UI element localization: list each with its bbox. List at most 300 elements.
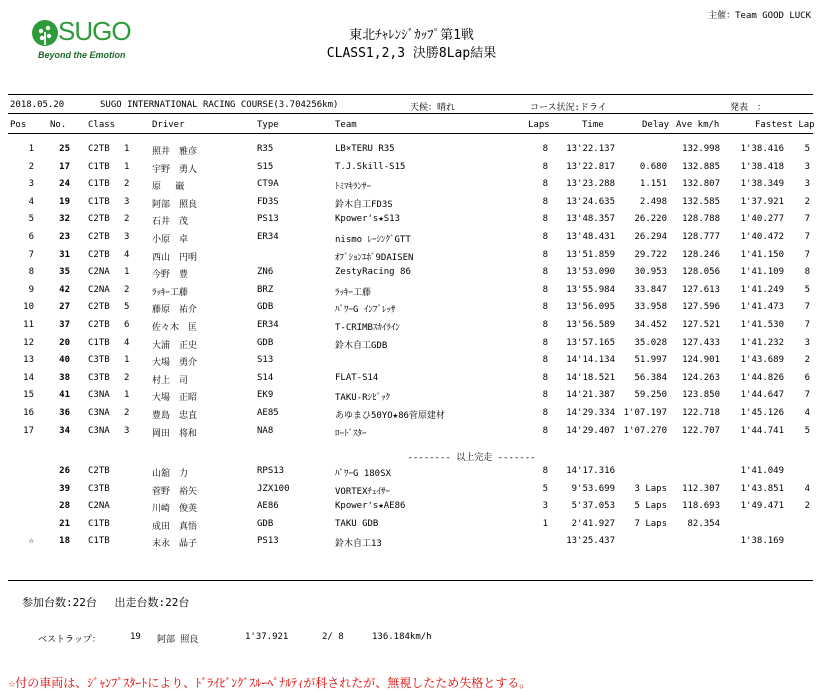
cell-team: ﾊﾟﾜｰG ｲﾝﾌﾟﾚｯｻ xyxy=(335,305,396,316)
cell-no: 23 xyxy=(59,232,70,242)
course-condition: コース状況:ドライ xyxy=(530,103,607,113)
cell-driver: 川崎 俊英 xyxy=(152,504,198,515)
cell-type: FD3S xyxy=(257,196,279,207)
table-row xyxy=(0,501,823,517)
cell-delay: 1'07.270 xyxy=(623,425,667,436)
cell-laps: 8 xyxy=(542,179,548,190)
cell-class: C1TB xyxy=(88,337,110,348)
col-fastest: Fastest Lap xyxy=(755,120,815,130)
cell-ave: 132.998 xyxy=(682,144,720,154)
cell-fastest: 1'43.851 xyxy=(740,483,784,494)
cell-delay: 35.028 xyxy=(634,337,667,348)
cell-pos: 14 xyxy=(23,372,34,383)
table-row xyxy=(0,302,823,318)
cell-time: 14'21.387 xyxy=(566,390,615,401)
header-rule xyxy=(8,133,813,134)
cell-fastest: 1'41.049 xyxy=(740,466,784,476)
cell-type: GDB xyxy=(257,337,274,348)
cell-no: 38 xyxy=(59,372,70,383)
cell-team: ﾛｰﾄﾞｽﾀｰ xyxy=(335,428,367,439)
cell-class: C2NA xyxy=(88,284,110,295)
cell-delay: 7 Laps xyxy=(634,518,667,529)
cell-delay: 33.958 xyxy=(634,302,667,313)
cell-no: 31 xyxy=(59,249,70,260)
cell-no: 40 xyxy=(59,355,70,366)
cell-no: 26 xyxy=(59,466,70,476)
cell-class-pos: 1 xyxy=(124,161,130,172)
table-row xyxy=(0,373,823,389)
footer-rule xyxy=(8,580,813,581)
cell-class: C2NA xyxy=(88,267,110,278)
cell-fastest-lap-no: 7 xyxy=(804,302,810,313)
cell-no: 39 xyxy=(59,483,70,494)
cell-type: S15 xyxy=(257,161,274,172)
cell-fastest: 1'44.826 xyxy=(740,372,784,383)
cell-type: ER34 xyxy=(257,232,279,242)
table-row xyxy=(0,338,823,354)
cell-class-pos: 2 xyxy=(124,179,130,190)
cell-driver: 原 巌 xyxy=(152,182,185,193)
cell-laps: 8 xyxy=(542,466,548,476)
table-row xyxy=(0,390,823,406)
cell-class-pos: 1 xyxy=(124,355,130,366)
cell-team: 鈴木自工13 xyxy=(335,539,382,550)
cell-class-pos: 2 xyxy=(124,372,130,383)
course-name: SUGO INTERNATIONAL RACING COURSE(3.704256km) xyxy=(100,100,339,110)
cell-class: C2TB xyxy=(88,466,110,476)
cell-driver: 宇野 勇人 xyxy=(152,164,198,175)
best-lap-speed: 136.184km/h xyxy=(372,632,432,642)
cell-fastest-lap-no: 6 xyxy=(804,372,810,383)
cell-no: 25 xyxy=(59,144,70,154)
cell-class: C3NA xyxy=(88,390,110,401)
cell-no: 21 xyxy=(59,518,70,529)
cell-fastest-lap-no: 2 xyxy=(804,501,810,512)
cell-delay: 29.722 xyxy=(634,249,667,260)
cell-delay: 33.847 xyxy=(634,284,667,295)
cell-pos: 2 xyxy=(28,161,34,172)
cell-time: 13'55.984 xyxy=(566,284,615,295)
logo-wordmark: SUGO xyxy=(58,16,131,46)
cell-no: 24 xyxy=(59,179,70,190)
cell-fastest: 1'37.921 xyxy=(740,196,784,207)
cell-fastest-lap-no: 4 xyxy=(804,408,810,418)
cell-pos: 3 xyxy=(28,179,34,190)
cell-laps: 8 xyxy=(542,320,548,330)
cell-driver: 西山 円明 xyxy=(152,252,198,263)
best-lap-time: 1'37.921 xyxy=(245,632,289,642)
cell-laps: 8 xyxy=(542,196,548,207)
cell-type: GDB xyxy=(257,302,274,313)
best-lap-driver: 阿部 照良 xyxy=(157,635,199,645)
col-type: Type xyxy=(257,120,279,130)
cell-ave: 122.707 xyxy=(682,425,720,436)
cell-class: C1TB xyxy=(88,196,110,207)
cell-team: Kpower's★S13 xyxy=(335,214,401,225)
cell-delay: 56.384 xyxy=(634,372,667,383)
table-row xyxy=(0,285,823,301)
weather: 天候：晴れ xyxy=(410,103,456,113)
cell-pos: 15 xyxy=(23,390,34,401)
cell-team: ﾗｯｷｰ工藤 xyxy=(335,287,372,298)
cell-laps: 8 xyxy=(542,372,548,383)
table-row xyxy=(0,466,823,482)
best-lap-no: 19 xyxy=(130,632,141,642)
cell-type: S13 xyxy=(257,355,274,366)
cell-no: 42 xyxy=(59,284,70,295)
cell-time: 13'56.589 xyxy=(566,320,615,330)
table-row xyxy=(0,320,823,336)
cell-laps: 8 xyxy=(542,249,548,260)
cell-class-pos: 2 xyxy=(124,284,130,295)
cell-time: 2'41.927 xyxy=(571,518,615,529)
cell-class: C3NA xyxy=(88,425,110,436)
cell-team: 鈴木自工FD3S xyxy=(335,199,393,210)
cell-laps: 8 xyxy=(542,214,548,225)
cell-type: PS13 xyxy=(257,536,279,547)
cell-delay: 1'07.197 xyxy=(623,408,667,418)
cell-driver: 照井 雅彦 xyxy=(152,147,198,157)
cell-driver: 末永 晶子 xyxy=(152,539,198,550)
organizer: 主催：Team GOOD LUCK xyxy=(708,11,811,21)
cell-time: 13'22.137 xyxy=(566,144,615,154)
cell-fastest-lap-no: 2 xyxy=(804,355,810,366)
cell-team: FLAT-S14 xyxy=(335,372,379,383)
cell-fastest: 1'44.647 xyxy=(740,390,784,401)
completion-separator: -------- 以上完走 ------- xyxy=(407,453,536,463)
cell-fastest-lap-no: 7 xyxy=(804,390,810,401)
cell-class: C2TB xyxy=(88,144,110,154)
event-title: 東北ﾁｬﾚﾝｼﾞｶｯﾌﾟ第1戦 xyxy=(349,28,474,43)
cell-fastest-lap-no: 3 xyxy=(804,161,810,172)
col-no: No. xyxy=(50,120,67,130)
cell-time: 13'22.817 xyxy=(566,161,615,172)
cell-type: EK9 xyxy=(257,390,274,401)
cell-type: ZN6 xyxy=(257,267,274,278)
cell-type: AE86 xyxy=(257,501,279,512)
cell-driver: ﾗｯｷｰ工藤 xyxy=(152,287,189,298)
disqualification-note: ☆付の車両は、ｼﾞｬﾝﾌﾟｽﾀｰﾄにより、ﾄﾞﾗｲﾋﾞﾝｸﾞｽﾙｰﾍﾟﾅﾙﾃｨが科されたが、無視したため失格とする。 xyxy=(8,676,532,690)
cell-type: GDB xyxy=(257,518,274,529)
cell-class-pos: 5 xyxy=(124,302,130,313)
cell-driver: 菅野 裕矢 xyxy=(152,486,198,497)
cell-ave: 132.885 xyxy=(682,161,720,172)
cell-team: あゆまひ50YO★86菅原建材 xyxy=(335,411,445,421)
cell-driver: 大場 正昭 xyxy=(152,393,198,404)
cell-laps: 8 xyxy=(542,267,548,278)
cell-class: C2TB xyxy=(88,320,110,330)
cell-laps: 8 xyxy=(542,232,548,242)
table-row xyxy=(0,267,823,283)
cell-no: 35 xyxy=(59,267,70,278)
cell-pos: 12 xyxy=(23,337,34,348)
cell-driver: 山舘 力 xyxy=(152,469,189,479)
cell-class: C3TB xyxy=(88,355,110,366)
cell-class-pos: 4 xyxy=(124,337,130,348)
cell-fastest-lap-no: 7 xyxy=(804,320,810,330)
cell-no: 34 xyxy=(59,425,70,436)
cell-ave: 124.901 xyxy=(682,355,720,366)
cell-type: AE85 xyxy=(257,408,279,418)
cell-fastest-lap-no: 7 xyxy=(804,232,810,242)
cell-type: R35 xyxy=(257,144,274,154)
cell-no: 18 xyxy=(59,536,70,547)
cell-time: 13'25.437 xyxy=(566,536,615,547)
cell-fastest-lap-no: 3 xyxy=(804,337,810,348)
cell-fastest-lap-no: 5 xyxy=(804,284,810,295)
logo-tagline: Beyond the Emotion xyxy=(38,50,126,60)
cell-team: TAKU GDB xyxy=(335,518,379,529)
cell-team: ﾊﾟﾜｰG 180SX xyxy=(335,469,391,479)
cell-class: C2TB xyxy=(88,249,110,260)
cell-pos: 9 xyxy=(28,284,34,295)
cell-class-pos: 3 xyxy=(124,232,130,242)
cell-fastest: 1'41.249 xyxy=(740,284,784,295)
table-row xyxy=(0,484,823,500)
cell-time: 14'14.134 xyxy=(566,355,615,366)
cell-team: ｵﾌﾞｼｮﾝｴﾎﾞ9DAISEN xyxy=(335,252,414,263)
cell-laps: 8 xyxy=(542,408,548,418)
cell-driver: 石井 茂 xyxy=(152,217,189,228)
cell-fastest: 1'41.473 xyxy=(740,302,784,313)
cell-time: 13'48.357 xyxy=(566,214,615,225)
cell-laps: 8 xyxy=(542,161,548,172)
cell-fastest: 1'38.169 xyxy=(740,536,784,547)
cell-ave: 128.788 xyxy=(682,214,720,225)
cell-laps: 5 xyxy=(542,483,548,494)
cell-pos: 4 xyxy=(28,196,34,207)
cell-laps: 8 xyxy=(542,337,548,348)
cell-fastest: 1'44.741 xyxy=(740,425,784,436)
cell-team: T-CRIMBｽｶｲﾗｲﾝ xyxy=(335,323,400,333)
cell-fastest: 1'41.109 xyxy=(740,267,784,278)
cell-delay: 51.997 xyxy=(634,355,667,366)
cell-type: RPS13 xyxy=(257,466,285,476)
cell-ave: 122.718 xyxy=(682,408,720,418)
table-row xyxy=(0,179,823,195)
table-row xyxy=(0,197,823,213)
cell-time: 14'17.316 xyxy=(566,466,615,476)
cell-driver: 大場 勇介 xyxy=(152,358,198,369)
cell-no: 28 xyxy=(59,501,70,512)
cell-type: CT9A xyxy=(257,179,279,190)
cell-class-pos: 1 xyxy=(124,144,130,154)
cell-ave: 132.807 xyxy=(682,179,720,190)
cell-driver: 今野 豊 xyxy=(152,270,189,281)
cell-ave: 123.850 xyxy=(682,390,720,401)
cell-fastest: 1'45.126 xyxy=(740,408,784,418)
cell-class-pos: 2 xyxy=(124,408,130,418)
cell-laps: 8 xyxy=(542,144,548,154)
entry-count: 参加台数:22台 出走台数:22台 xyxy=(22,596,190,609)
cell-team: T.J.Skill-S15 xyxy=(335,161,406,172)
col-laps: Laps xyxy=(528,120,550,130)
table-row xyxy=(0,426,823,442)
best-lap-label: ベストラップ： xyxy=(38,635,101,645)
cell-delay: 5 Laps xyxy=(634,501,667,512)
cell-class-pos: 1 xyxy=(124,267,130,278)
cell-ave: 127.613 xyxy=(682,284,720,295)
cell-pos: 5 xyxy=(28,214,34,225)
cell-fastest: 1'38.418 xyxy=(740,161,784,172)
cell-laps: 8 xyxy=(542,425,548,436)
cell-fastest: 1'38.349 xyxy=(740,179,784,190)
cell-class: C1TB xyxy=(88,161,110,172)
cell-class: C2NA xyxy=(88,501,110,512)
cell-no: 32 xyxy=(59,214,70,225)
cell-class: C2TB xyxy=(88,214,110,225)
announce-time: 発表 ： xyxy=(730,103,767,113)
cell-delay: 1.151 xyxy=(639,179,667,190)
cell-delay: 34.452 xyxy=(634,320,667,330)
result-title: CLASS1,2,3 決勝8Lap結果 xyxy=(326,46,497,61)
race-date: 2018.05.20 xyxy=(10,100,65,110)
cell-fastest-lap-no: 4 xyxy=(804,483,810,494)
cell-time: 13'51.859 xyxy=(566,249,615,260)
cell-driver: 豊島 忠直 xyxy=(152,411,198,421)
table-row xyxy=(0,162,823,178)
col-delay: Delay xyxy=(642,120,670,130)
cell-pos: 1 xyxy=(28,144,34,154)
cell-pos: 6 xyxy=(28,232,34,242)
cell-ave: 112.307 xyxy=(682,483,720,494)
cell-fastest-lap-no: 8 xyxy=(804,267,810,278)
cell-team: TAKU-Rｼﾋﾞｯｸ xyxy=(335,393,391,404)
cell-time: 14'29.334 xyxy=(566,408,615,418)
cell-ave: 128.056 xyxy=(682,267,720,278)
cell-type: ER34 xyxy=(257,320,279,330)
cell-fastest-lap-no: 7 xyxy=(804,249,810,260)
cell-pos: 7 xyxy=(28,249,34,260)
cell-laps: 8 xyxy=(542,284,548,295)
cell-delay: 26.294 xyxy=(634,232,667,242)
cell-pos: 16 xyxy=(23,408,34,418)
cell-no: 41 xyxy=(59,390,70,401)
cell-class-pos: 4 xyxy=(124,249,130,260)
cell-class: C1TB xyxy=(88,518,110,529)
cell-team: 鈴木自工GDB xyxy=(335,340,388,351)
cell-team: nismo ﾚｰｼﾝｸﾞGTT xyxy=(335,235,411,245)
cell-fastest: 1'41.530 xyxy=(740,320,784,330)
cell-type: PS13 xyxy=(257,214,279,225)
cell-type: BRZ xyxy=(257,284,274,295)
cell-driver: 小原 卓 xyxy=(152,235,189,245)
cell-fastest: 1'41.150 xyxy=(740,249,784,260)
cell-time: 13'57.165 xyxy=(566,337,615,348)
cell-ave: 132.585 xyxy=(682,196,720,207)
cell-fastest: 1'43.689 xyxy=(740,355,784,366)
cell-class: C2TB xyxy=(88,232,110,242)
table-row xyxy=(0,536,823,552)
cell-type: NA8 xyxy=(257,425,274,436)
cell-delay: 30.953 xyxy=(634,267,667,278)
cell-time: 13'48.431 xyxy=(566,232,615,242)
cell-pos: 10 xyxy=(23,302,34,313)
cell-delay: 3 Laps xyxy=(634,483,667,494)
cell-laps: 8 xyxy=(542,355,548,366)
cell-time: 14'29.407 xyxy=(566,425,615,436)
cell-ave: 124.263 xyxy=(682,372,720,383)
cell-time: 9'53.699 xyxy=(571,483,615,494)
cell-class: C3NA xyxy=(88,408,110,418)
mid-rule xyxy=(8,113,813,114)
cell-type: JZX100 xyxy=(257,483,290,494)
cell-team: ﾄﾐﾏｷﾗﾝｻｰ xyxy=(335,182,372,193)
cell-driver: 佐々木 匡 xyxy=(152,323,198,333)
table-row xyxy=(0,144,823,160)
cell-class-pos: 1 xyxy=(124,390,130,401)
cell-team: VORTEXﾁｪｲｻｰ xyxy=(335,486,391,497)
cell-class: C3TB xyxy=(88,483,110,494)
col-driver: Driver xyxy=(152,120,185,130)
cell-no: 37 xyxy=(59,320,70,330)
cell-team: ZestyRacing 86 xyxy=(335,267,411,278)
cell-no: 36 xyxy=(59,408,70,418)
cell-class-pos: 2 xyxy=(124,214,130,225)
cell-driver: 岡田 将和 xyxy=(152,428,198,439)
cell-laps: 1 xyxy=(542,518,548,529)
cell-delay: 59.250 xyxy=(634,390,667,401)
cell-ave: 127.596 xyxy=(682,302,720,313)
table-row xyxy=(0,214,823,230)
cell-time: 5'37.053 xyxy=(571,501,615,512)
cell-fastest-lap-no: 5 xyxy=(804,425,810,436)
cell-fastest: 1'40.472 xyxy=(740,232,784,242)
cell-ave: 118.693 xyxy=(682,501,720,512)
cell-delay: 2.498 xyxy=(639,196,667,207)
cell-pos: 11 xyxy=(23,320,34,330)
cell-pos: 17 xyxy=(23,425,34,436)
cell-class: C1TB xyxy=(88,536,110,547)
top-rule xyxy=(8,94,813,95)
cell-no: 20 xyxy=(59,337,70,348)
cell-class-pos: 3 xyxy=(124,425,130,436)
cell-driver: 大浦 正史 xyxy=(152,340,198,351)
cell-pos: ☆ xyxy=(28,536,34,547)
table-row xyxy=(0,250,823,266)
cell-ave: 127.521 xyxy=(682,320,720,330)
cell-type: S14 xyxy=(257,372,274,383)
cell-ave: 127.433 xyxy=(682,337,720,348)
cell-ave: 128.246 xyxy=(682,249,720,260)
cell-team: LB×TERU R35 xyxy=(335,144,395,154)
cell-time: 14'18.521 xyxy=(566,372,615,383)
cell-pos: 13 xyxy=(23,355,34,366)
cell-delay: 0.680 xyxy=(639,161,667,172)
cell-no: 19 xyxy=(59,196,70,207)
col-pos: Pos xyxy=(10,120,27,130)
cell-ave: 128.777 xyxy=(682,232,720,242)
cell-fastest-lap-no: 2 xyxy=(804,196,810,207)
cell-driver: 阿部 照良 xyxy=(152,199,198,210)
cell-class: C1TB xyxy=(88,179,110,190)
cell-time: 13'24.635 xyxy=(566,196,615,207)
cell-class: C2TB xyxy=(88,302,110,313)
cell-laps: 8 xyxy=(542,302,548,313)
cell-fastest: 1'49.471 xyxy=(740,501,784,512)
cell-time: 13'23.288 xyxy=(566,179,615,190)
cell-ave: 82.354 xyxy=(687,518,720,529)
col-ave: Ave km/h xyxy=(676,120,720,130)
table-row xyxy=(0,232,823,248)
cell-class-pos: 6 xyxy=(124,320,130,330)
cell-time: 13'53.090 xyxy=(566,267,615,278)
table-row xyxy=(0,408,823,424)
col-time: Time xyxy=(582,120,604,130)
cell-laps: 8 xyxy=(542,390,548,401)
cell-fastest: 1'38.416 xyxy=(740,144,784,154)
cell-fastest-lap-no: 5 xyxy=(804,144,810,154)
